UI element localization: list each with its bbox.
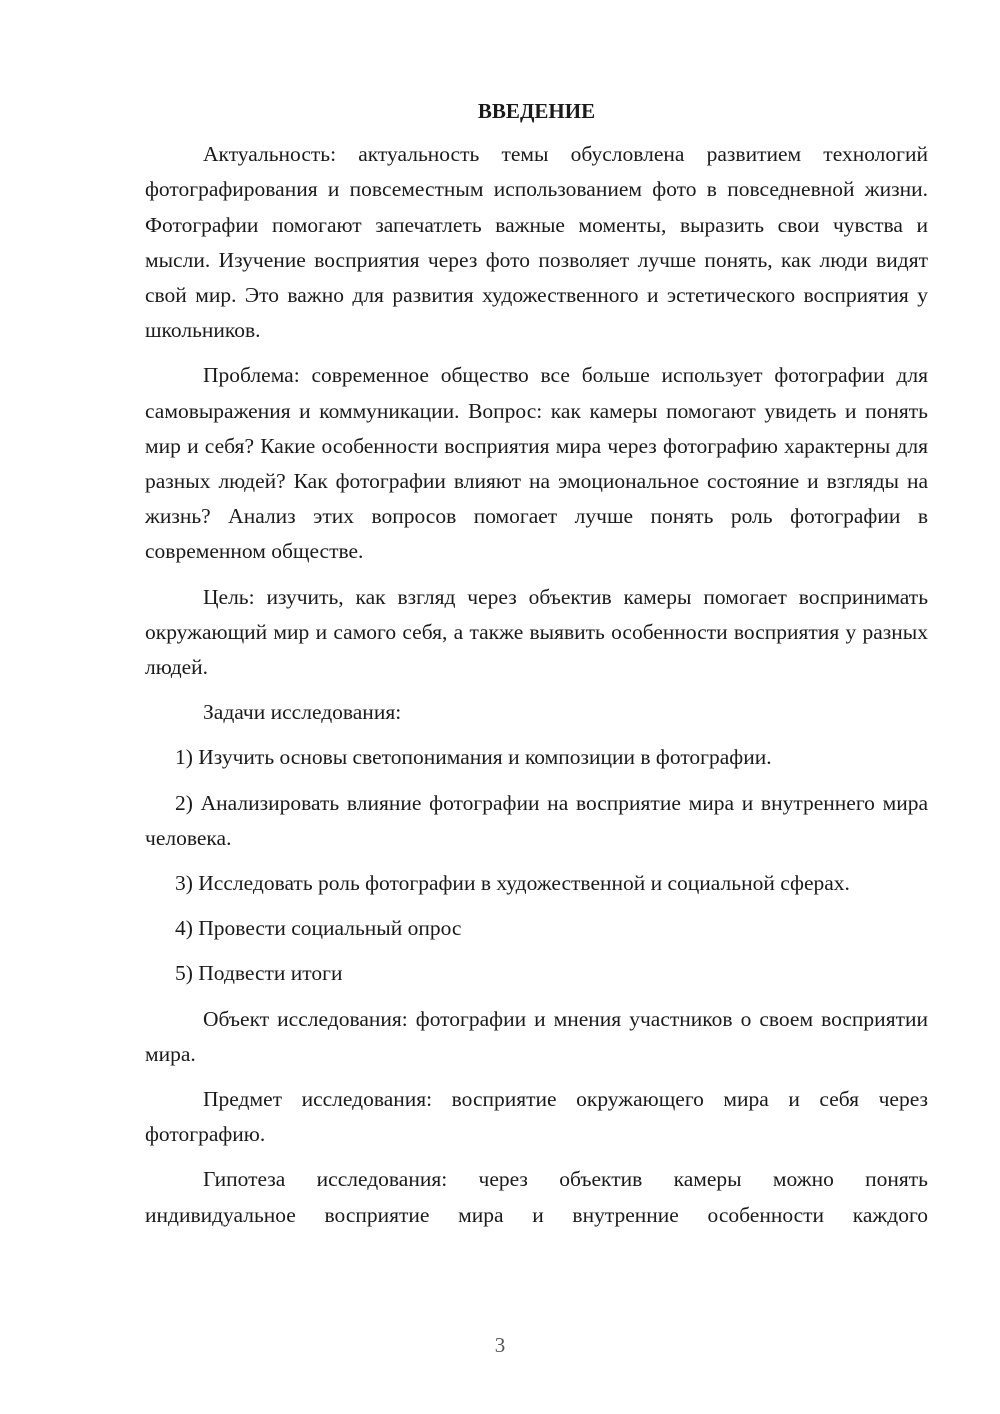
paragraph-tasks-heading: Задачи исследования: <box>203 700 402 725</box>
section-title: ВВЕДЕНИЕ <box>477 99 596 123</box>
task-item-5: 5) Подвести итоги <box>175 961 343 986</box>
paragraph-goal: Цель: изучить, как взгляд через объектив камеры помогает воспринимать окружающий мир и самого себя, а также выявить особенности восприятия у разных людей. <box>145 584 928 680</box>
paragraph-hypothesis: Гипотеза исследования: через объектив камеры можно понять индивидуальное восприятие мира и внутренние особенности каждого <box>145 1167 928 1227</box>
paragraph-subject: Предмет исследования: восприятие окружающего мира и себя через фотографию. <box>145 1087 928 1147</box>
paragraph-relevance: Актуальность: актуальность темы обусловлена развитием технологий фотографирования и повсеместным использованием фото в повседневной жизни. Фотографии помогают запечатлеть важные моменты, выразить свои чувства и мысли. Изучение восприятия через фото позволяет лучше понять, как люди видят свой мир. Это важно для развития художественного и эстетического восприятия у школьников. <box>145 142 928 343</box>
task-item-2: 2) Анализировать влияние фотографии на восприятие мира и внутреннего мира человека. <box>145 790 928 850</box>
task-item-1: 1) Изучить основы светопонимания и композиции в фотографии. <box>175 745 772 770</box>
paragraph-problem: Проблема: современное общество все больше использует фотографии для самовыражения и коммуникации. Вопрос: как камеры помогают увидеть и понять мир и себя? Какие особенности восприятия мира через фотографию характерны для разных людей? Как фотографии влияют на эмоциональное состояние и взгляды на жизнь? Анализ этих вопросов помогает лучше понять роль фотографии в современном обществе. <box>145 363 928 564</box>
document-page <box>145 94 928 1233</box>
task-item-3: 3) Исследовать роль фотографии в художественной и социальной сферах. <box>175 871 850 896</box>
task-item-4: 4) Провести социальный опрос <box>175 916 462 941</box>
page-number: 3 <box>494 1333 506 1357</box>
paragraph-object: Объект исследования: фотографии и мнения участников о своем восприятии мира. <box>145 1006 928 1066</box>
